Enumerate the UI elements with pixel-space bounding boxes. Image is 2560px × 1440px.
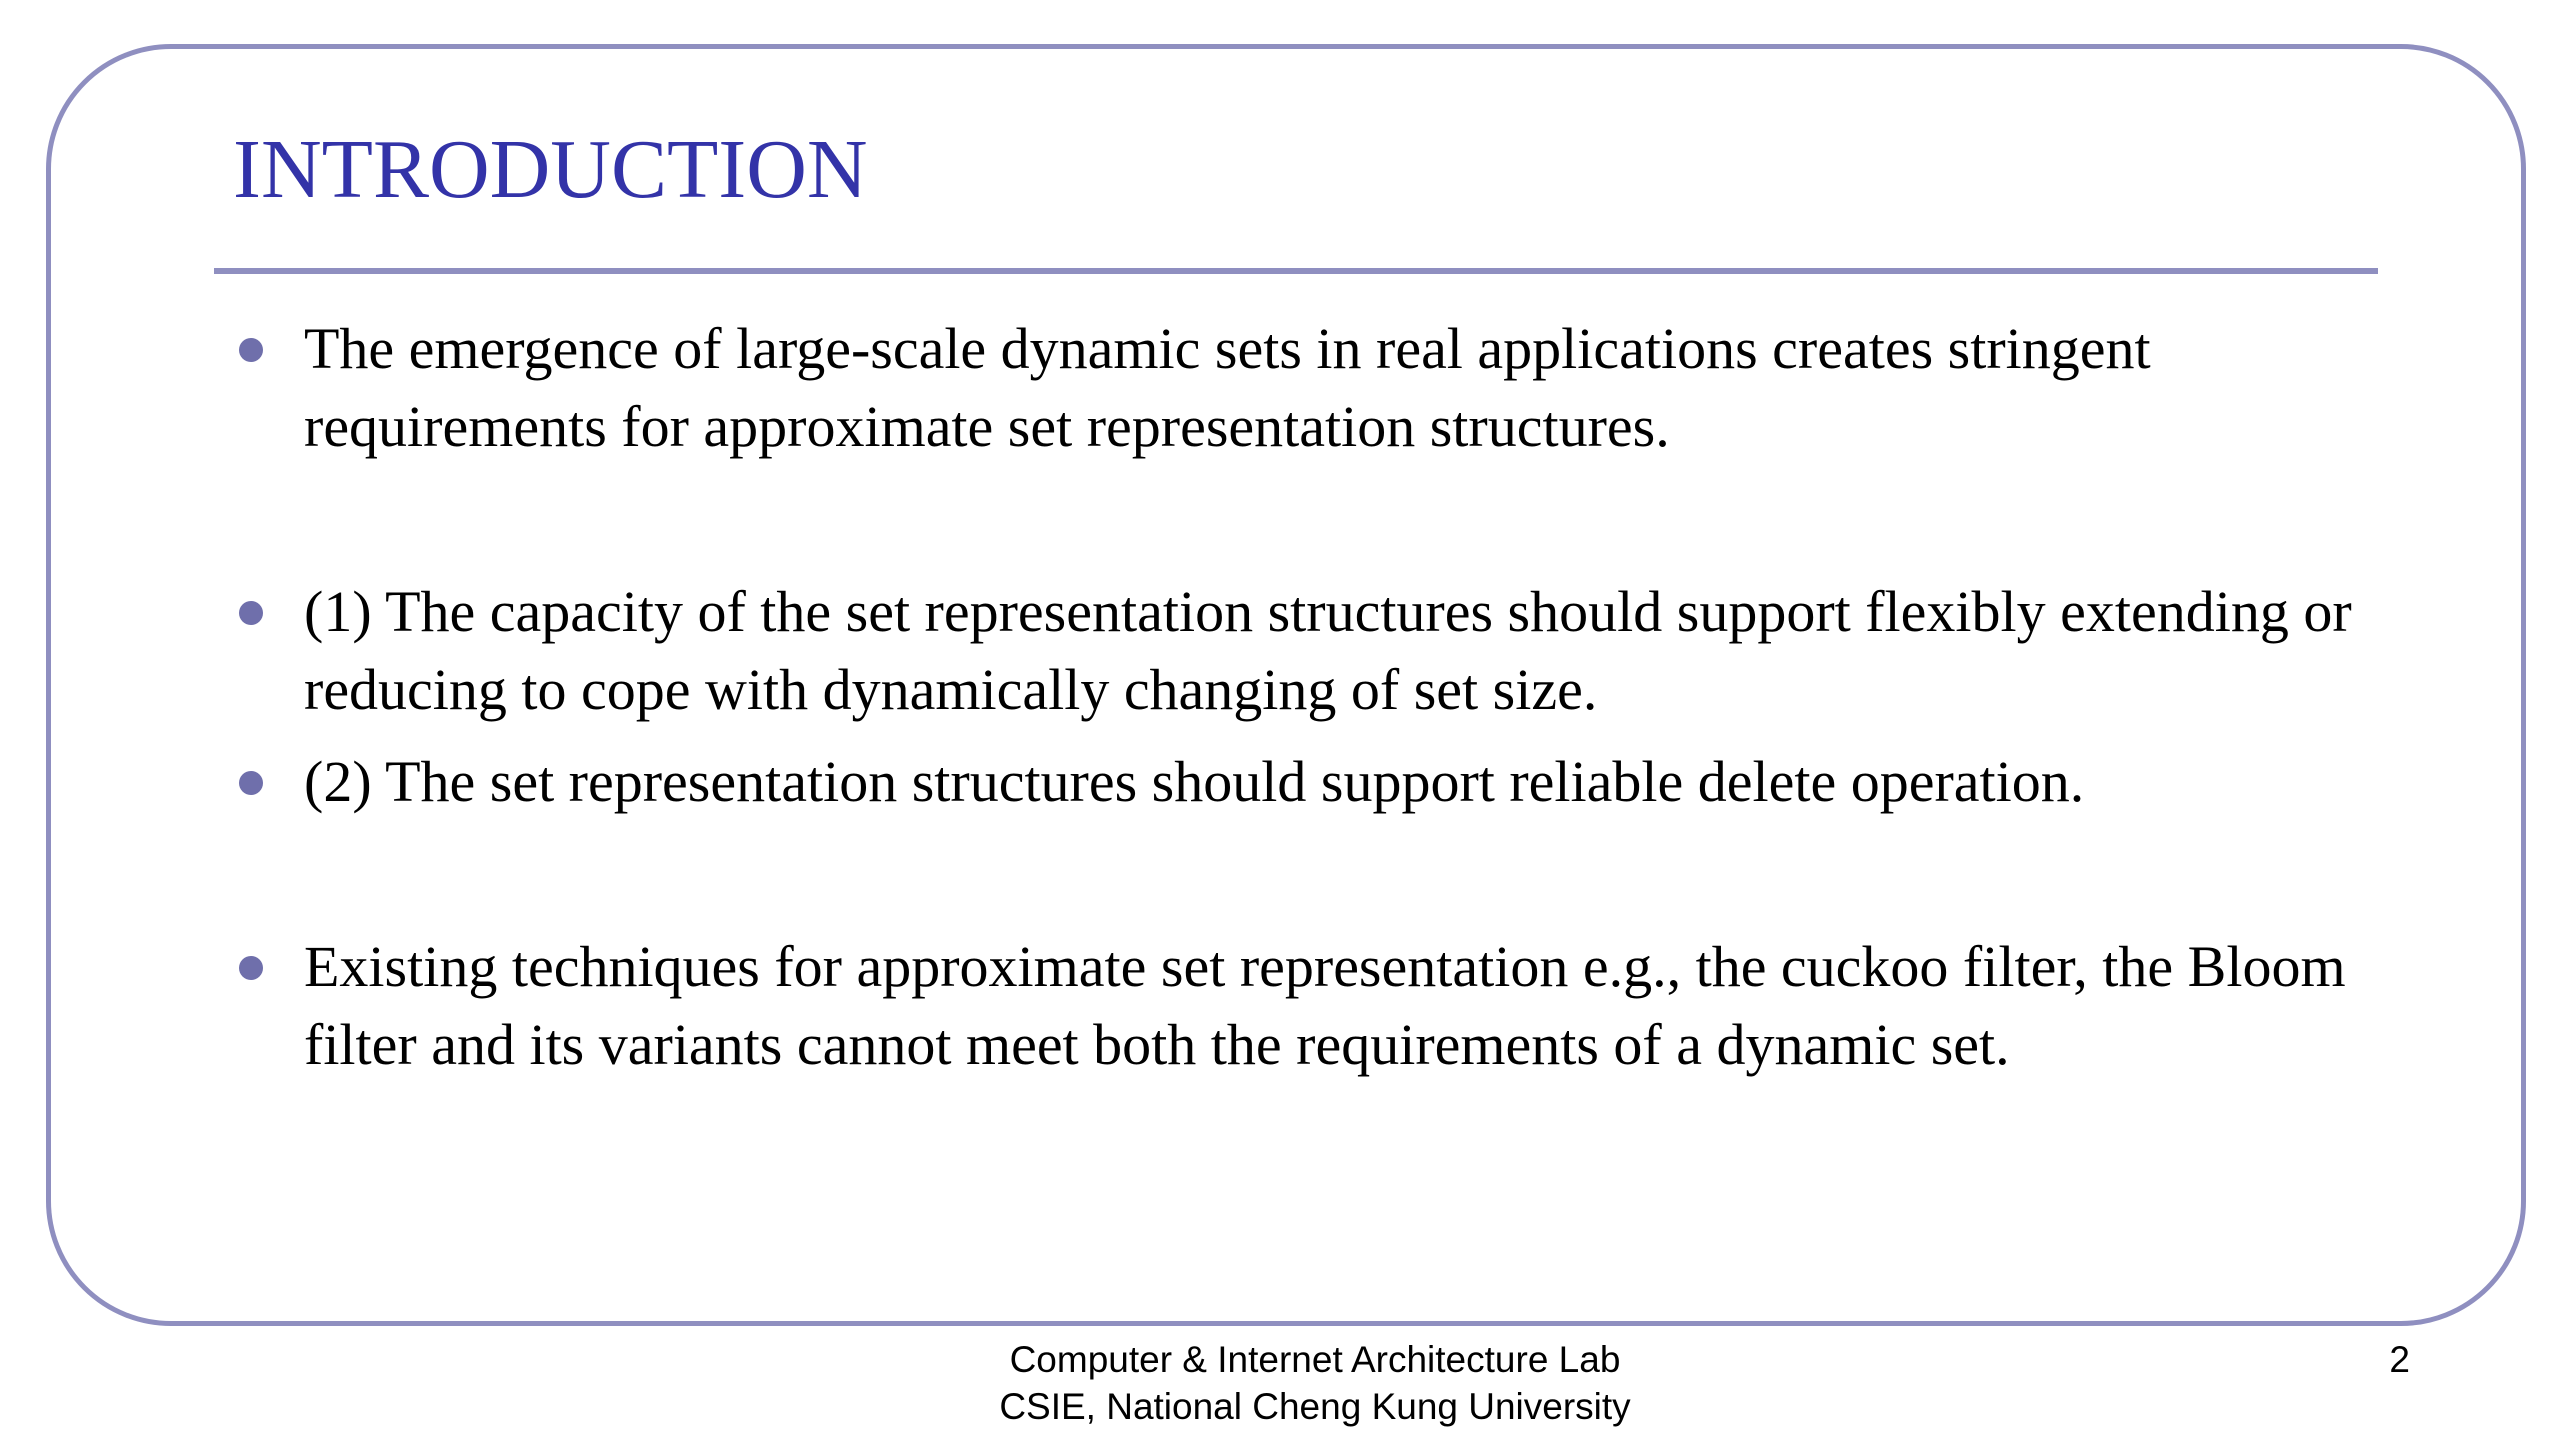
bullet-item: [304, 573, 2384, 729]
bullet-text: Existing techniques for approximate set representation e.g., the cuckoo filter, the Bloom filter and its variants cannot meet both the requirements of a dynamic set.: [304, 934, 2346, 1077]
bullet-text: The emergence of large-scale dynamic sets in real applications creates stringent requirements for approximate set representation structures.: [304, 316, 2151, 459]
bullet-dot-icon: [239, 601, 263, 625]
slide-title: INTRODUCTION: [233, 123, 868, 216]
page-number: 2: [2389, 1339, 2410, 1380]
bullet-text: (1) The capacity of the set representation structures should support flexibly extending or reducing to cope with dynamically changing of set size.: [304, 579, 2352, 722]
bullet-item: [304, 928, 2384, 1084]
bullet-item: [304, 743, 2384, 821]
slide-footer: [780, 1336, 1850, 1430]
bullet-dot-icon: [239, 956, 263, 980]
footer-lab-name: Computer & Internet Architecture Lab: [1009, 1339, 1621, 1380]
bullet-dot-icon: [239, 771, 263, 795]
bullet-item: [304, 310, 2384, 466]
footer-university: CSIE, National Cheng Kung University: [999, 1386, 1631, 1427]
bullet-dot-icon: [239, 338, 263, 362]
bullet-text: (2) The set representation structures should support reliable delete operation.: [304, 749, 2085, 814]
